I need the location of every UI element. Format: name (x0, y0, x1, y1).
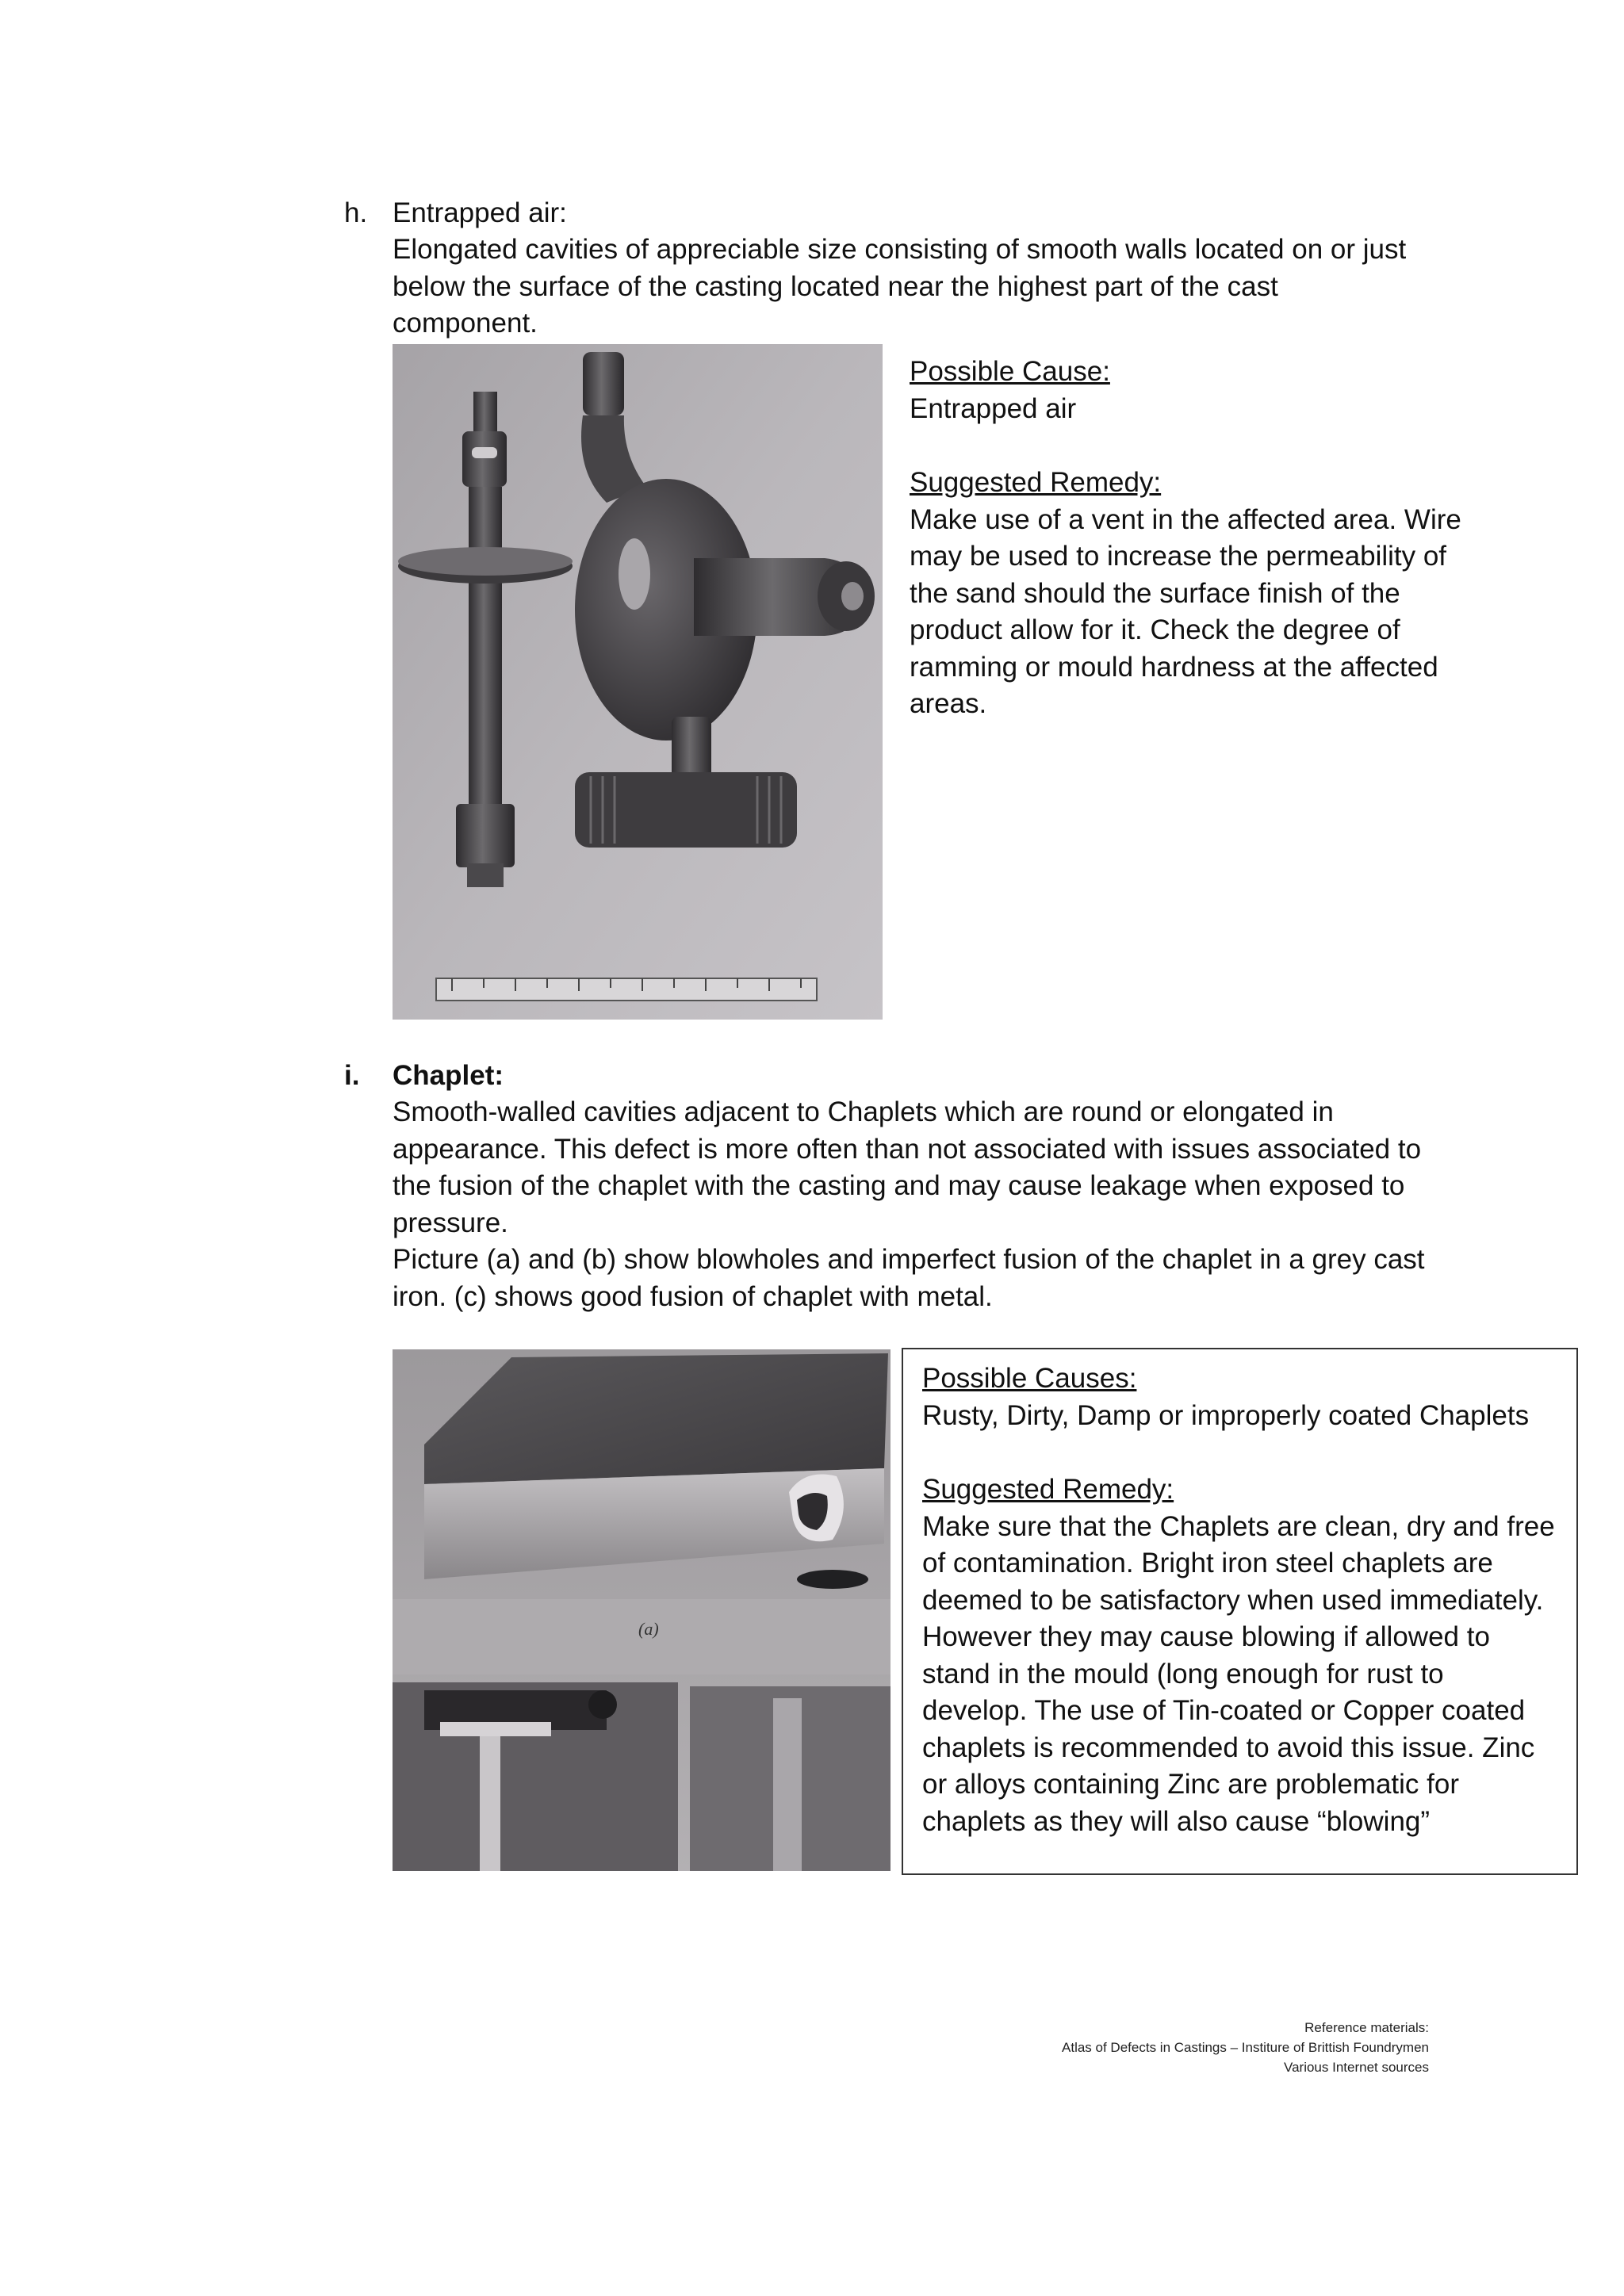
section-i-marker: i. (344, 1060, 360, 1091)
remedy-line: chaplets is recommended to avoid this issue. Zinc (922, 1732, 1535, 1763)
reference-item: Atlas of Defects in Castings – Institure of Brittish Foundrymen (1062, 2040, 1429, 2055)
description-line: Picture (a) and (b) show blowholes and imperfect fusion of the chaplet in a grey cast (393, 1244, 1425, 1275)
remedy-line: Make sure that the Chaplets are clean, dry and free (922, 1510, 1555, 1542)
possible-causes-text: Rusty, Dirty, Damp or improperly coated Chaplets (922, 1399, 1530, 1431)
section-h-remedy (910, 465, 1512, 723)
remedy-line: the sand should the surface finish of the (910, 577, 1400, 609)
suggested-remedy-heading: Suggested Remedy: (910, 467, 1162, 498)
reference-item: Various Internet sources (1284, 2060, 1429, 2075)
remedy-line: Make use of a vent in the affected area. Wire (910, 503, 1461, 535)
section-i-cause (922, 1360, 1565, 1434)
possible-causes-heading: Possible Causes: (922, 1363, 1137, 1394)
remedy-line: areas. (910, 688, 987, 719)
description-line: iron. (c) shows good fusion of chaplet with metal. (393, 1280, 993, 1312)
section-h-title: Entrapped air: (393, 197, 567, 228)
description-line: pressure. (393, 1207, 508, 1238)
remedy-line: of contamination. Bright iron steel chaplets are (922, 1548, 1493, 1578)
remedy-line: ramming or mould hardness at the affected (910, 651, 1438, 683)
description-line: appearance. This defect is more often than not associated with issues associated to (393, 1133, 1422, 1165)
remedy-line: or alloys containing Zinc are problematic for (922, 1769, 1459, 1800)
suggested-remedy-heading: Suggested Remedy: (922, 1474, 1174, 1505)
remedy-line: stand in the mould (long enough for rust to (922, 1658, 1444, 1689)
description-line: component. (393, 308, 538, 339)
photo-caption: (a) (638, 1619, 659, 1639)
reference-heading: Reference materials: (1304, 2020, 1429, 2035)
description-line: Elongated cavities of appreciable size consisting of smooth walls located on or just (393, 234, 1407, 265)
remedy-line: However they may cause blowing if allowed to (922, 1621, 1490, 1652)
section-h-description (393, 232, 1503, 342)
remedy-line: product allow for it. Check the degree of (910, 614, 1400, 645)
section-i-remedy (922, 1471, 1572, 1840)
possible-cause-text: Entrapped air (910, 392, 1077, 424)
entrapped-air-photo (393, 344, 883, 1020)
section-i-description (393, 1094, 1534, 1315)
remedy-line: chaplets as they will also cause “blowing” (922, 1805, 1431, 1837)
remedy-line: may be used to increase the permeability of (910, 541, 1447, 572)
description-line: the fusion of the chaplet with the casting and may cause leakage when exposed to (393, 1170, 1405, 1201)
remedy-line: deemed to be satisfactory when used immediately. (922, 1584, 1544, 1616)
reference-footer (872, 2018, 1429, 2077)
section-i-title: Chaplet: (393, 1060, 504, 1091)
possible-cause-heading: Possible Cause: (910, 356, 1110, 387)
section-h-marker: h. (344, 197, 368, 228)
description-line: below the surface of the casting located near the highest part of the cast (393, 270, 1278, 302)
chaplet-photo (393, 1349, 891, 1871)
section-h-cause (910, 354, 1496, 427)
description-line: Smooth-walled cavities adjacent to Chaplets which are round or elongated in (393, 1096, 1334, 1127)
remedy-line: develop. The use of Tin-coated or Copper coated (922, 1695, 1526, 1726)
